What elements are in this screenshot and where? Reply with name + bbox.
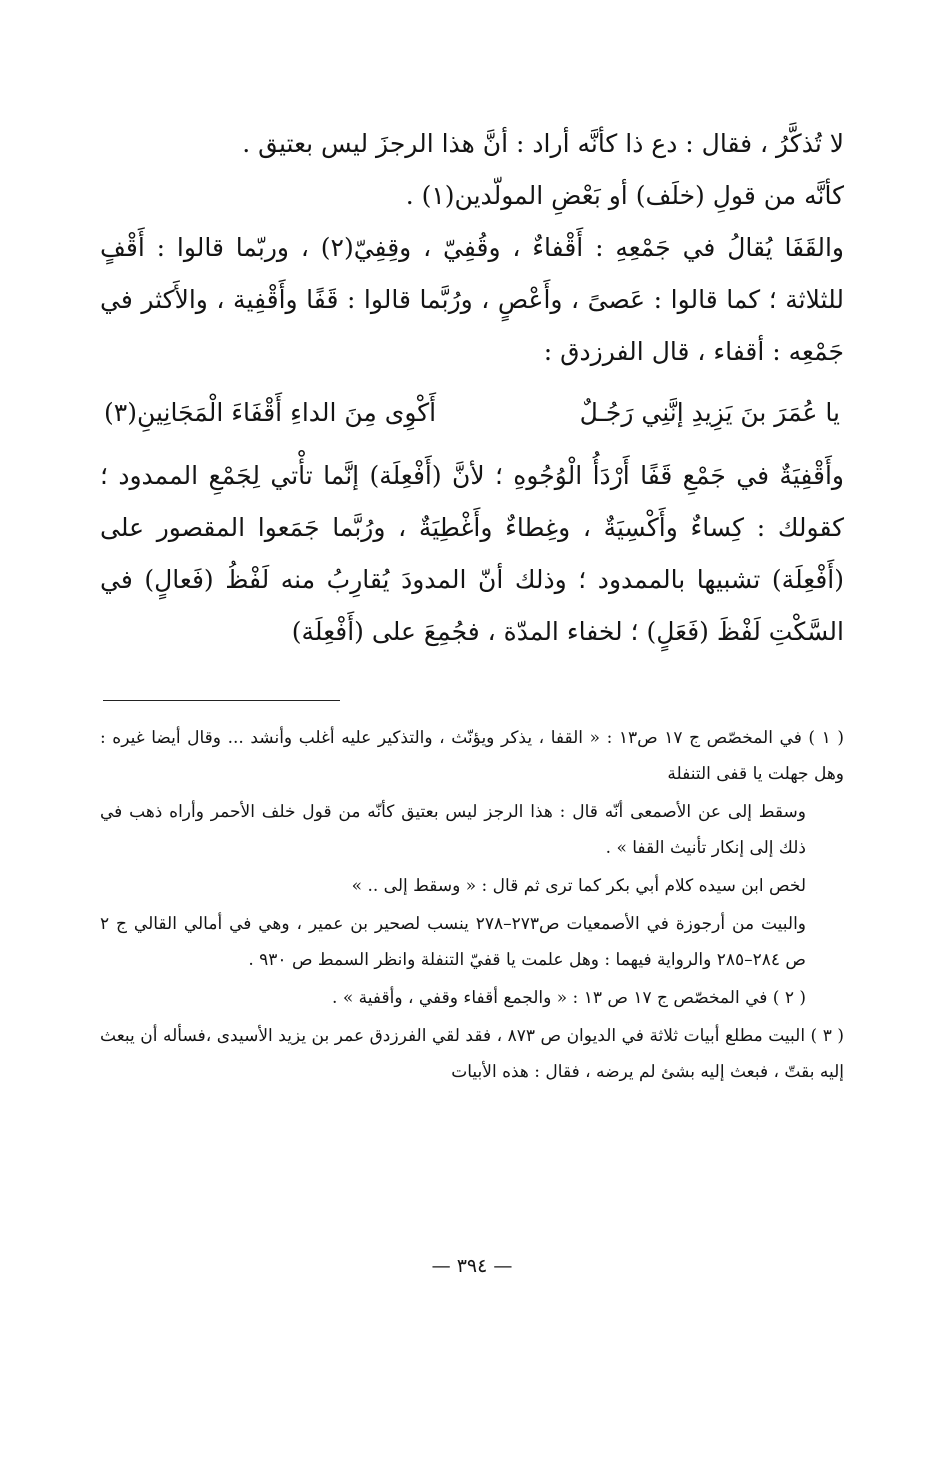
footnote-1-source: والبيت من أرجوزة في الأصمعيات ص٢٧٣–٢٧٨ ينسب لصحير بن عمير ، وهي في أمالي القالي ج ٢ ص ٢٨٤–٢٨٥ والرواية فيهما : وهل علمت يا قفيّ التنفلة وانظر السمط ص ٩٣٠ . bbox=[100, 914, 807, 970]
main-text bbox=[100, 118, 844, 658]
page-number: — ٣٩٤ — bbox=[431, 1255, 513, 1277]
footnote-divider bbox=[103, 700, 340, 701]
body-paragraph-2: والقَفَا يُقالُ في جَمْعِهِ : أَقْفاءٌ ، وقُفِيّ ، وقِفِيّ(٢) ، وربّما قالوا : أَقْفٍ للثلاثة ؛ كما قالوا : عَصىً ، وأَعْصٍ ، ورُبَّما قالوا : قَفًا وأَقْفِية ، والأَكثر في جَمْعِه : أقفاء ، قال الفرزدق : bbox=[100, 233, 845, 366]
verse-first-hemistich: يا عُمَرَ بنَ يَزِيدِ إنَّنِي رَجُـلٌ bbox=[579, 398, 840, 427]
verse-second-hemistich: أَكْوِى مِنَ الداءِ أَقْفَاءَ الْمَجَانِينِ(٣) bbox=[104, 398, 437, 427]
body-line-2: كأنَّه من قولِ (خلَف) أو بَعْضِ المولّدين(١) . bbox=[405, 181, 844, 210]
footnote-1: ( ١ ) في المخصّص ج ١٧ ص١٣ : « القفا ، يذكر ويؤنّث ، والتذكير عليه أغلب وأنشد ... وقال أيضا غيره : وهل جهلت يا قفى التنفلة bbox=[100, 728, 844, 784]
footnote-2: ( ٢ ) في المخصّص ج ١٧ ص ١٣ : « والجمع أقفاء وقفي ، وأقفية » . bbox=[332, 988, 806, 1008]
body-line-1: لا تُذكَّرُ ، فقال : دع ذا كأنَّه أراد : أنَّ هذا الرجزَ ليس بعتيق . bbox=[242, 129, 844, 158]
footnote-1-remark: لخص ابن سيده كلام أبي بكر كما ترى ثم قال : « وسقط إلى .. » bbox=[351, 876, 806, 896]
body-paragraph-3: وأَقْفِيَةٌ في جَمْعِ قَفًا أَرْدَأُ الْوُجُوهِ ؛ لأنَّ (أَفْعِلَة) إنَّما تأْتي لِجَمْعِ الممدود ؛ كقولك : كِساءٌ وأَكْسِيَةٌ ، وغِطاءٌ وأَغْطِيَةٌ ، ورُبَّما جَمَعوا المقصور على (أَفْعِلَة) تشبيها بالممدود ؛ وذلك أنّ المدودَ يُقارِبُ منه لَفْظُ (فَعالٍ) في السَّكْتِ لَفْظَ (فَعَلٍ) ؛ لخفاء المدّة ، فجُمِعَ على (أَفْعِلَة) bbox=[100, 461, 844, 646]
footnotes bbox=[100, 720, 844, 1092]
footnote-1-continuation: وسقط إلى عن الأصمعى أنّه قال : هذا الرجز ليس بعتيق كأنّه من قول خلف الأحمر وأراه ذهب في ذلك إلى إنكار تأنيث القفا » . bbox=[100, 802, 806, 858]
footnote-3: ( ٣ ) البيت مطلع أبيات ثلاثة في الديوان ص ٨٧٣ ، فقد لقي الفرزدق عمر بن يزيد الأسيدى ،فسأله أن يبعث إليه بقتّ ، فبعث إليه بشئ لم يرضه ، فقال : هذه الأبيات bbox=[100, 1026, 845, 1082]
poetry-verse bbox=[100, 386, 844, 440]
